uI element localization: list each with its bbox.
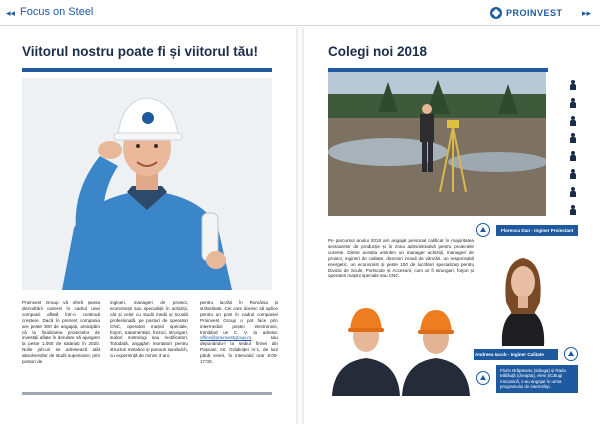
person-icon (568, 203, 578, 221)
person-icon (568, 131, 578, 149)
person-icon (568, 96, 578, 114)
bottom-rule (22, 392, 272, 395)
interns-caption-box: Florin Brăpteanu (stânga) și Radu Mălăuță (dreapta), elevi ȘCBugi mecanică, s-au angajat în urma programului de internship. (496, 365, 578, 393)
person-icon (568, 114, 578, 132)
top-bar (0, 0, 600, 26)
body-column-3-text: pentru lucrări în România și străinătate. Cei care doresc să aplice pentru un post în cadrul companiei Proinvest Group o pot face prin intermediul poștei electronice, trimițând un C. V. la adresa: (200, 300, 278, 335)
body-column-3-text-end: sau depunându-l la sediul firmei din Pașcani, str. Grădiniței nr.1, de luni până vineri, în intervalul orar 8:00-17:00. (200, 335, 278, 365)
right-page-title: Colegi noi 2018 (328, 44, 428, 59)
arrow-up-circle-icon (476, 371, 490, 385)
next-page-icon[interactable]: ▸▸ (582, 8, 592, 18)
students-photo (328, 300, 474, 396)
body-column-3 (200, 300, 278, 365)
andreea-photo (484, 242, 562, 346)
logo-text: PROINVEST (506, 8, 563, 18)
caption-andreea: Andreea Iacob - Inginer Calitate (470, 349, 558, 360)
surveyor-photo (328, 72, 546, 216)
section-title: Focus on Steel (20, 6, 94, 18)
arrow-up-circle-icon (564, 347, 578, 361)
body-column-1: Proinvest Group vă oferă șansa dezvoltării carierei în cadrul unei companii aflată într-o continuă creștere. Dacă în prezent compania are peste 300 de angajați, anticipăm că la finalizarea proiectelor de investiții aflate în derulare să ajungem la peste 1.000 de salariați în 2020. Noile job-uri se adresează atât absolvenților de studii superioare, prin posturi de (22, 300, 100, 365)
person-icon (568, 149, 578, 167)
person-icon (568, 78, 578, 96)
logo-icon (490, 7, 502, 19)
caption-florescu: Florescu Dan - Inginer Proiectant (496, 225, 578, 236)
prev-page-icon[interactable]: ◂◂ (6, 8, 16, 18)
engineer-photo (22, 78, 272, 290)
arrow-up-circle-icon (476, 223, 490, 237)
left-page-title: Viitorul nostru poate fi și viitorul tău! (22, 44, 259, 59)
person-icon (568, 185, 578, 203)
email-link[interactable]: office@proinvestgroup.ro (200, 335, 252, 341)
body-column-2: ingineri, manageri de proiect, economiști sau specialiști în achiziții, cât și celor cu studii medii și școală profesională, pe posturi de operatori CNC, operatori mașini speciale, forjori, tratamentiști, frezori, strungari, sudori metrologi sau rectificatori. Totodată, angajăm montatori pentru structuri metalice și panouri sandwich, cu experiență de minim 3 ani, (110, 300, 188, 359)
proinvest-logo (490, 6, 563, 20)
staff-icon-column (568, 78, 578, 220)
page-spine (296, 27, 304, 424)
new-colleagues-paragraph: Pe parcursul anului 2018 am angajat personal calificat în majoritatea sectoarelor de producție și în zona administrativă pentru proiectele curente. Dintre aceștia amintim un manager achiziții, manageri de proiect, ingineri de calitate, directori zonali de vânzări, un responsabil energetic, un economist și peste 100 de lucrători specializați pentru Divizia de Scule, Portscule și Accesorii, cum ar fi strungari, forjori și operatori mașini speciale sau CNC. (328, 238, 474, 279)
person-icon (568, 167, 578, 185)
title-underline-bar (22, 68, 272, 72)
